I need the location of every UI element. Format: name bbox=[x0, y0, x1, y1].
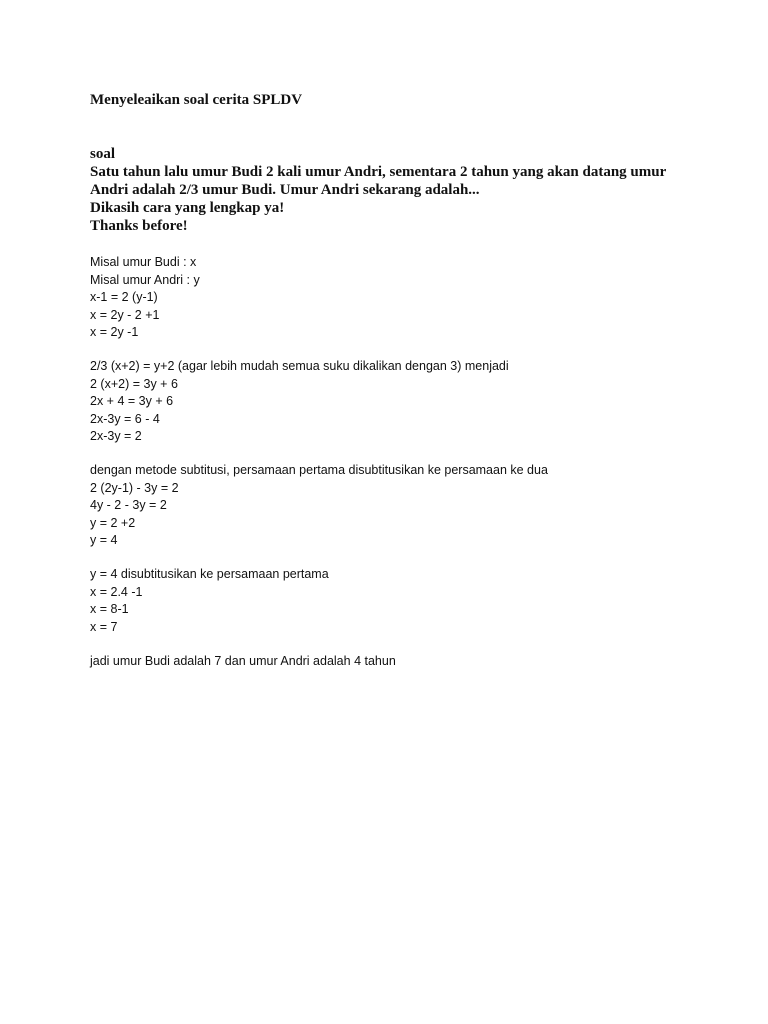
solution-substitution-block bbox=[90, 462, 548, 550]
solution-line: x = 2.4 -1 bbox=[90, 584, 143, 599]
solution-line: x = 2y - 2 +1 bbox=[90, 307, 160, 322]
solution-back-substitution-block bbox=[90, 566, 329, 636]
solution-line: 2 (x+2) = 3y + 6 bbox=[90, 376, 178, 391]
solution-line: Misal umur Andri : y bbox=[90, 272, 200, 287]
solution-line: 2/3 (x+2) = y+2 (agar lebih mudah semua suku dikalikan dengan 3) menjadi bbox=[90, 359, 509, 373]
solution-line: x-1 = 2 (y-1) bbox=[90, 290, 158, 304]
problem-statement bbox=[90, 145, 666, 235]
solution-line: y = 2 +2 bbox=[90, 515, 136, 530]
document-title: Menyeleaikan soal cerita SPLDV bbox=[90, 92, 303, 108]
solution-equation2-block bbox=[90, 358, 509, 446]
problem-line: Thanks before! bbox=[90, 218, 188, 234]
solution-line: x = 2y -1 bbox=[90, 325, 139, 339]
solution-line: 2x + 4 = 3y + 6 bbox=[90, 394, 174, 408]
solution-line: 2 (2y-1) - 3y = 2 bbox=[90, 480, 179, 495]
conclusion-text: jadi umur Budi adalah 7 dan umur Andri adalah 4 tahun bbox=[90, 654, 396, 668]
solution-line: y = 4 disubtitusikan ke persamaan pertama bbox=[90, 567, 329, 581]
solution-line: 2x-3y = 6 - 4 bbox=[90, 411, 160, 426]
solution-line: 4y - 2 - 3y = 2 bbox=[90, 498, 167, 512]
solution-line: dengan metode subtitusi, persamaan pertama disubtitusikan ke persamaan ke dua bbox=[90, 463, 548, 477]
solution-variables-block bbox=[90, 254, 200, 342]
solution-line: x = 7 bbox=[90, 619, 118, 634]
problem-line: Dikasih cara yang lengkap ya! bbox=[90, 200, 285, 216]
solution-line: y = 4 bbox=[90, 533, 118, 547]
solution-line: Misal umur Budi : x bbox=[90, 255, 197, 269]
problem-label: soal bbox=[90, 146, 116, 162]
solution-line: 2x-3y = 2 bbox=[90, 429, 142, 443]
problem-line: Satu tahun lalu umur Budi 2 kali umur Andri, sementara 2 tahun yang akan datang umur bbox=[90, 164, 667, 180]
solution-line: x = 8-1 bbox=[90, 602, 129, 616]
problem-line: Andri adalah 2/3 umur Budi. Umur Andri sekarang adalah... bbox=[90, 182, 480, 198]
